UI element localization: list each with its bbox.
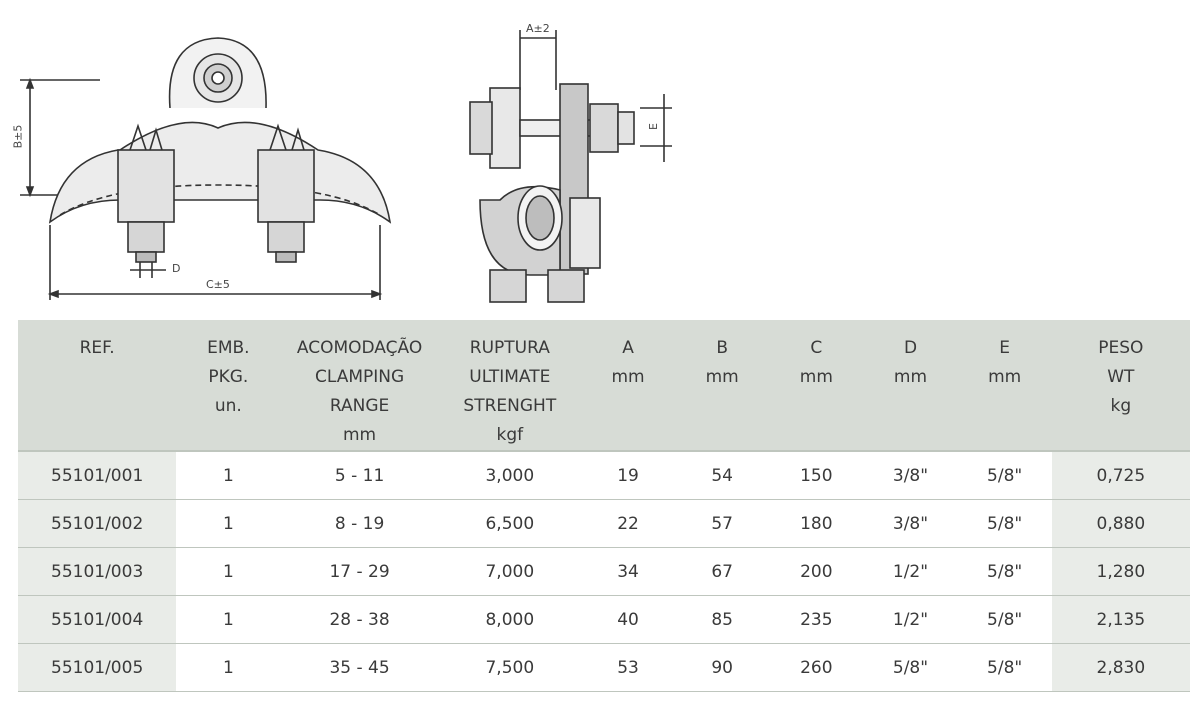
table-row	[18, 644, 1190, 692]
cell-d: 1/2"	[863, 596, 957, 644]
cell-c: 180	[769, 500, 863, 548]
cell-ref: 55101/005	[18, 644, 176, 692]
cell-strength: 6,500	[439, 500, 581, 548]
cell-ref: 55101/002	[18, 500, 176, 548]
specification-table	[18, 320, 1190, 692]
header-b: B mm	[675, 320, 769, 451]
cell-weight: 0,880	[1052, 500, 1190, 548]
header-e: E mm	[958, 320, 1052, 451]
cell-weight: 2,830	[1052, 644, 1190, 692]
cell-strength: 8,000	[439, 596, 581, 644]
cell-range: 28 - 38	[280, 596, 438, 644]
cell-pkg: 1	[176, 548, 280, 596]
cell-b: 85	[675, 596, 769, 644]
cell-pkg: 1	[176, 500, 280, 548]
cell-a: 34	[581, 548, 675, 596]
dim-e-label: E	[646, 123, 660, 130]
cell-e: 5/8"	[958, 548, 1052, 596]
cell-b: 54	[675, 451, 769, 500]
header-d: D mm	[863, 320, 957, 451]
header-weight: PESO WT kg	[1052, 320, 1190, 451]
cell-strength: 3,000	[439, 451, 581, 500]
cell-pkg: 1	[176, 644, 280, 692]
cell-pkg: 1	[176, 596, 280, 644]
table-header-row	[18, 320, 1190, 451]
cell-range: 5 - 11	[280, 451, 438, 500]
cell-e: 5/8"	[958, 644, 1052, 692]
cell-b: 67	[675, 548, 769, 596]
cell-ref: 55101/001	[18, 451, 176, 500]
cell-range: 35 - 45	[280, 644, 438, 692]
cell-d: 1/2"	[863, 548, 957, 596]
cell-c: 235	[769, 596, 863, 644]
table-row	[18, 500, 1190, 548]
dim-b-label: B±5	[11, 124, 25, 149]
table-row	[18, 451, 1190, 500]
header-clamping-range: ACOMODAÇÃO CLAMPING RANGE mm	[280, 320, 438, 451]
technical-drawings	[0, 0, 1200, 318]
cell-range: 8 - 19	[280, 500, 438, 548]
dim-d-label: D	[172, 262, 181, 275]
specification-table-container	[18, 320, 1190, 702]
cell-d: 3/8"	[863, 451, 957, 500]
cell-e: 5/8"	[958, 596, 1052, 644]
cell-range: 17 - 29	[280, 548, 438, 596]
cell-pkg: 1	[176, 451, 280, 500]
cell-ref: 55101/004	[18, 596, 176, 644]
cell-a: 40	[581, 596, 675, 644]
cell-e: 5/8"	[958, 500, 1052, 548]
cell-strength: 7,000	[439, 548, 581, 596]
cell-c: 150	[769, 451, 863, 500]
header-emb: EMB. PKG. un.	[176, 320, 280, 451]
table-row	[18, 596, 1190, 644]
cell-weight: 1,280	[1052, 548, 1190, 596]
cell-a: 19	[581, 451, 675, 500]
cell-weight: 0,725	[1052, 451, 1190, 500]
cell-a: 53	[581, 644, 675, 692]
header-c: C mm	[769, 320, 863, 451]
dim-c-label: C±5	[206, 278, 230, 291]
cell-weight: 2,135	[1052, 596, 1190, 644]
cell-d: 5/8"	[863, 644, 957, 692]
cell-ref: 55101/003	[18, 548, 176, 596]
cell-b: 57	[675, 500, 769, 548]
cell-c: 260	[769, 644, 863, 692]
cell-d: 3/8"	[863, 500, 957, 548]
dim-a-label: A±2	[526, 22, 550, 35]
header-a: A mm	[581, 320, 675, 451]
cell-a: 22	[581, 500, 675, 548]
cell-c: 200	[769, 548, 863, 596]
header-ultimate-strength: RUPTURA ULTIMATE STRENGHT kgf	[439, 320, 581, 451]
header-ref: REF.	[18, 320, 176, 451]
cell-strength: 7,500	[439, 644, 581, 692]
cell-b: 90	[675, 644, 769, 692]
cell-e: 5/8"	[958, 451, 1052, 500]
table-row	[18, 548, 1190, 596]
